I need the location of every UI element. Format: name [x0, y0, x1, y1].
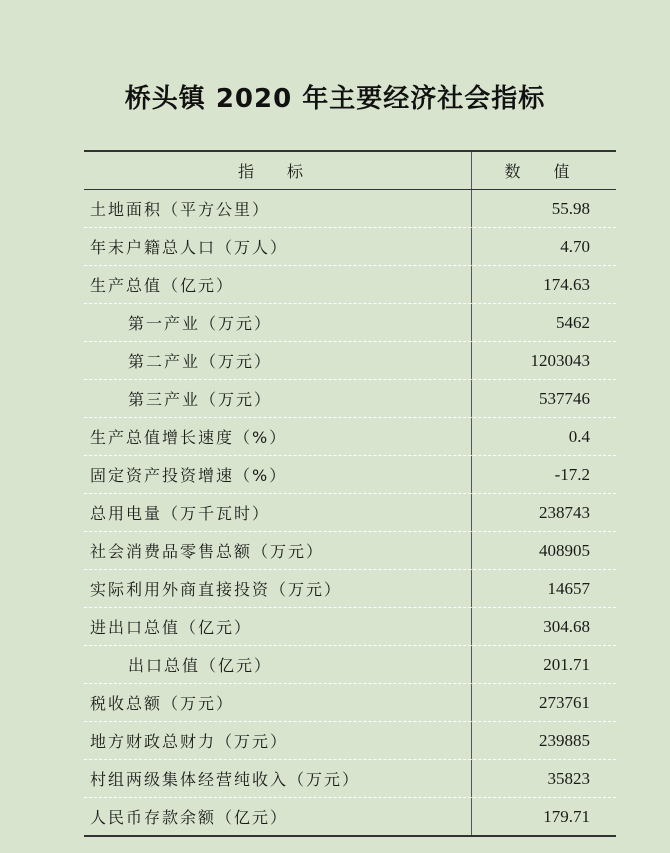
- indicator-value: 4.70: [560, 236, 590, 256]
- column-header-indicator: 指 标: [84, 152, 472, 189]
- indicator-value: 273761: [539, 692, 590, 712]
- indicator-name: 土地面积（平方公里）: [84, 190, 472, 227]
- table-row: [84, 608, 616, 646]
- table-row: [84, 342, 616, 380]
- indicator-name: 地方财政总财力（万元）: [84, 722, 472, 759]
- indicator-value: 408905: [539, 540, 590, 560]
- table-row: [84, 646, 616, 684]
- table-body: [84, 190, 616, 835]
- table-row: [84, 456, 616, 494]
- indicator-name: 进出口总值（亿元）: [84, 608, 472, 645]
- table-row: [84, 722, 616, 760]
- indicator-value: 304.68: [543, 616, 590, 636]
- indicator-value: 537746: [539, 388, 590, 408]
- indicator-name: 生产总值增长速度（%）: [84, 418, 472, 455]
- indicator-value: 239885: [539, 730, 590, 750]
- indicator-name: 总用电量（万千瓦时）: [84, 494, 472, 531]
- indicator-name: 村组两级集体经营纯收入（万元）: [84, 760, 472, 797]
- indicator-value: -17.2: [554, 464, 590, 484]
- indicator-name: 社会消费品零售总额（万元）: [84, 532, 472, 569]
- table-row: [84, 570, 616, 608]
- page-title: 桥头镇 2020 年主要经济社会指标: [124, 84, 546, 114]
- indicator-value: 179.71: [543, 806, 590, 826]
- indicator-name: 第三产业（万元）: [84, 380, 472, 417]
- indicator-name: 第二产业（万元）: [84, 342, 472, 379]
- indicator-value: 35823: [547, 768, 590, 788]
- table-row: [84, 190, 616, 228]
- indicator-name: 生产总值（亿元）: [84, 266, 472, 303]
- table-row: [84, 304, 616, 342]
- table-row: [84, 228, 616, 266]
- indicator-name: 税收总额（万元）: [84, 684, 472, 721]
- indicator-value: 201.71: [543, 654, 590, 674]
- indicator-value: 174.63: [543, 274, 590, 294]
- column-header-value: 数 值: [504, 162, 584, 181]
- table-header-row: [84, 152, 616, 190]
- indicator-value: 14657: [547, 578, 590, 598]
- table-row: [84, 798, 616, 835]
- table-row: [84, 532, 616, 570]
- table-row: [84, 266, 616, 304]
- table-row: [84, 684, 616, 722]
- indicator-name: 年末户籍总人口（万人）: [84, 228, 472, 265]
- indicator-value: 5462: [556, 312, 590, 332]
- indicator-value: 0.4: [568, 426, 590, 446]
- table-row: [84, 494, 616, 532]
- indicator-name: 出口总值（亿元）: [84, 646, 472, 683]
- indicator-name: 实际利用外商直接投资（万元）: [84, 570, 472, 607]
- indicators-table: [84, 150, 616, 837]
- table-row: [84, 760, 616, 798]
- indicator-value: 55.98: [551, 198, 590, 218]
- indicator-value: 238743: [539, 502, 590, 522]
- table-row: [84, 380, 616, 418]
- table-row: [84, 418, 616, 456]
- indicator-value: 1203043: [530, 350, 590, 370]
- indicator-name: 第一产业（万元）: [84, 304, 472, 341]
- indicator-name: 固定资产投资增速（%）: [84, 456, 472, 493]
- indicator-name: 人民币存款余额（亿元）: [84, 798, 472, 835]
